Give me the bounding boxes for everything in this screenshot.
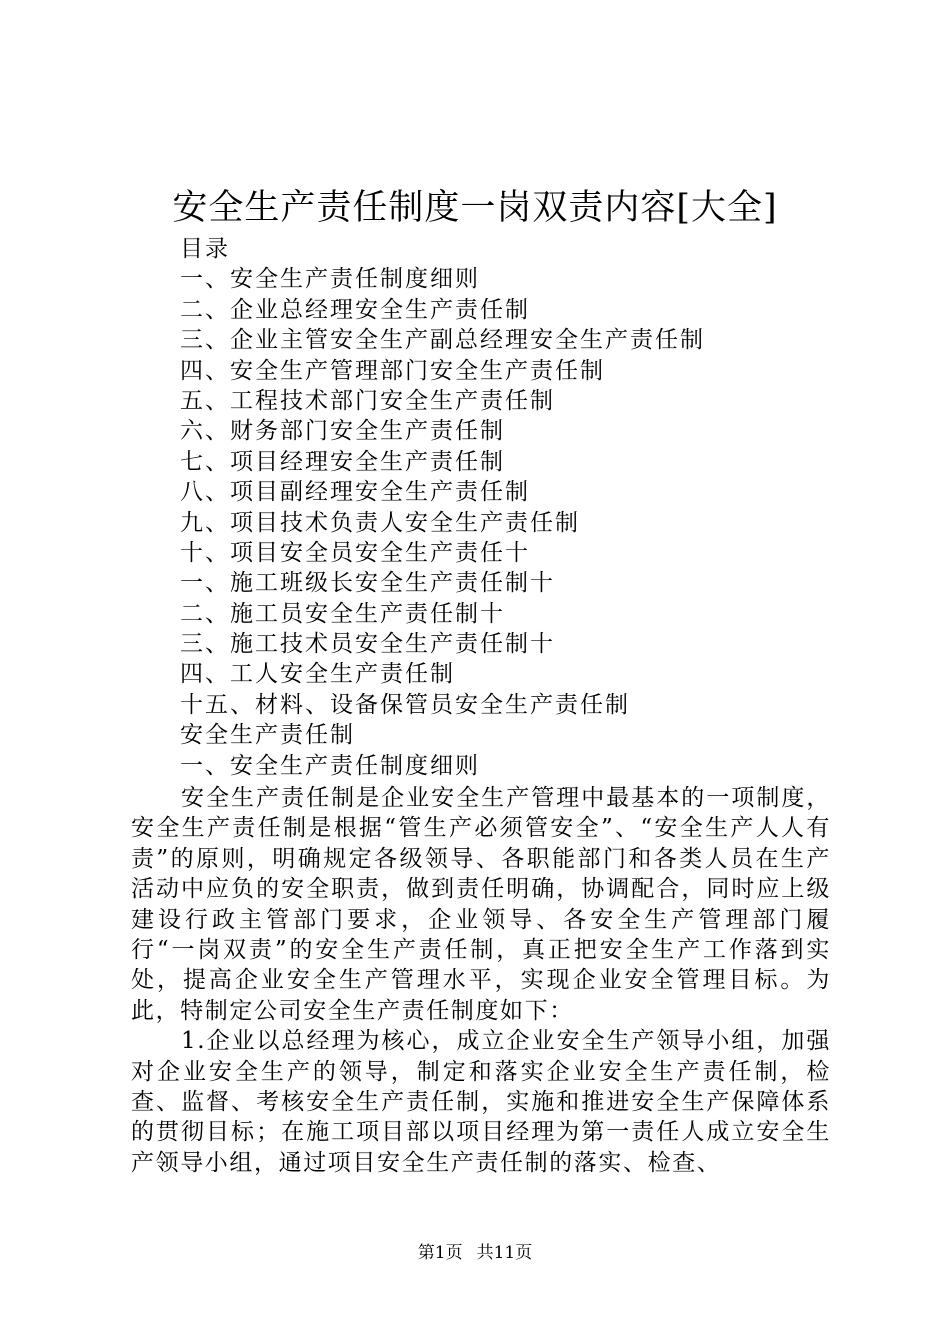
toc-item: 八、项目副经理安全生产责任制: [180, 479, 530, 506]
paragraph: 1.企业以总经理为核心，成立企业安全生产领导小组，加强对企业安全生产的领导，制定和落实企业安全生产责任制，检查、监督、考核安全生产责任制，实施和推进安全生产保障体系的贯彻目标；在施工项目部以项目经理为第一责任人成立安全生产领导小组，通过项目安全生产责任制的落实、检查、: [131, 1028, 831, 1176]
toc-item: 二、企业总经理安全生产责任制: [180, 296, 530, 323]
subsection-heading: 一、安全生产责任制度细则: [180, 752, 480, 779]
toc-item: 十五、材料、设备保管员安全生产责任制: [180, 691, 630, 718]
page-footer: [0, 1240, 950, 1266]
toc-item: 一、施工班级长安全生产责任制十: [180, 570, 555, 597]
toc-heading: 目录: [180, 236, 230, 262]
document-title: 安全生产责任制度一岗双责内容[大全]: [172, 188, 778, 228]
toc-item: 二、施工员安全生产责任制十: [180, 600, 505, 627]
toc-item: 三、施工技术员安全生产责任制十: [180, 631, 555, 658]
toc-item: 一、安全生产责任制度细则: [180, 266, 480, 293]
page-number: 第1页: [417, 1243, 463, 1263]
toc-item: 四、安全生产管理部门安全生产责任制: [180, 357, 605, 384]
toc-item: 六、财务部门安全生产责任制: [180, 418, 505, 445]
body-text: [131, 783, 831, 1178]
toc-item: 五、工程技术部门安全生产责任制: [180, 387, 555, 414]
toc-item: 三、企业主管安全生产副总经理安全生产责任制: [180, 327, 705, 354]
section-heading: 安全生产责任制: [180, 722, 355, 749]
table-of-contents: [180, 234, 705, 781]
toc-item: 四、工人安全生产责任制: [180, 661, 455, 688]
toc-item: 十、项目安全员安全生产责任十: [180, 539, 530, 566]
toc-item: 九、项目技术负责人安全生产责任制: [180, 509, 580, 536]
paragraph: 安全生产责任制是企业安全生产管理中最基本的一项制度，安全生产责任制是根据“管生产必须管安全”、“安全生产人人有责”的原则，明确规定各级领导、各职能部门和各类人员在生产活动中应负的安全职责，做到责任明确，协调配合，同时应上级建设行政主管部门要求，企业领导、各安全生产管理部门履行“一岗双责”的安全生产责任制，真正把安全生产工作落到实处，提高企业安全生产管理水平，实现企业安全管理目标。为此，特制定公司安全生产责任制度如下：: [131, 785, 831, 1024]
toc-item: 七、项目经理安全生产责任制: [180, 448, 505, 475]
page-total: 共11页: [476, 1243, 533, 1263]
